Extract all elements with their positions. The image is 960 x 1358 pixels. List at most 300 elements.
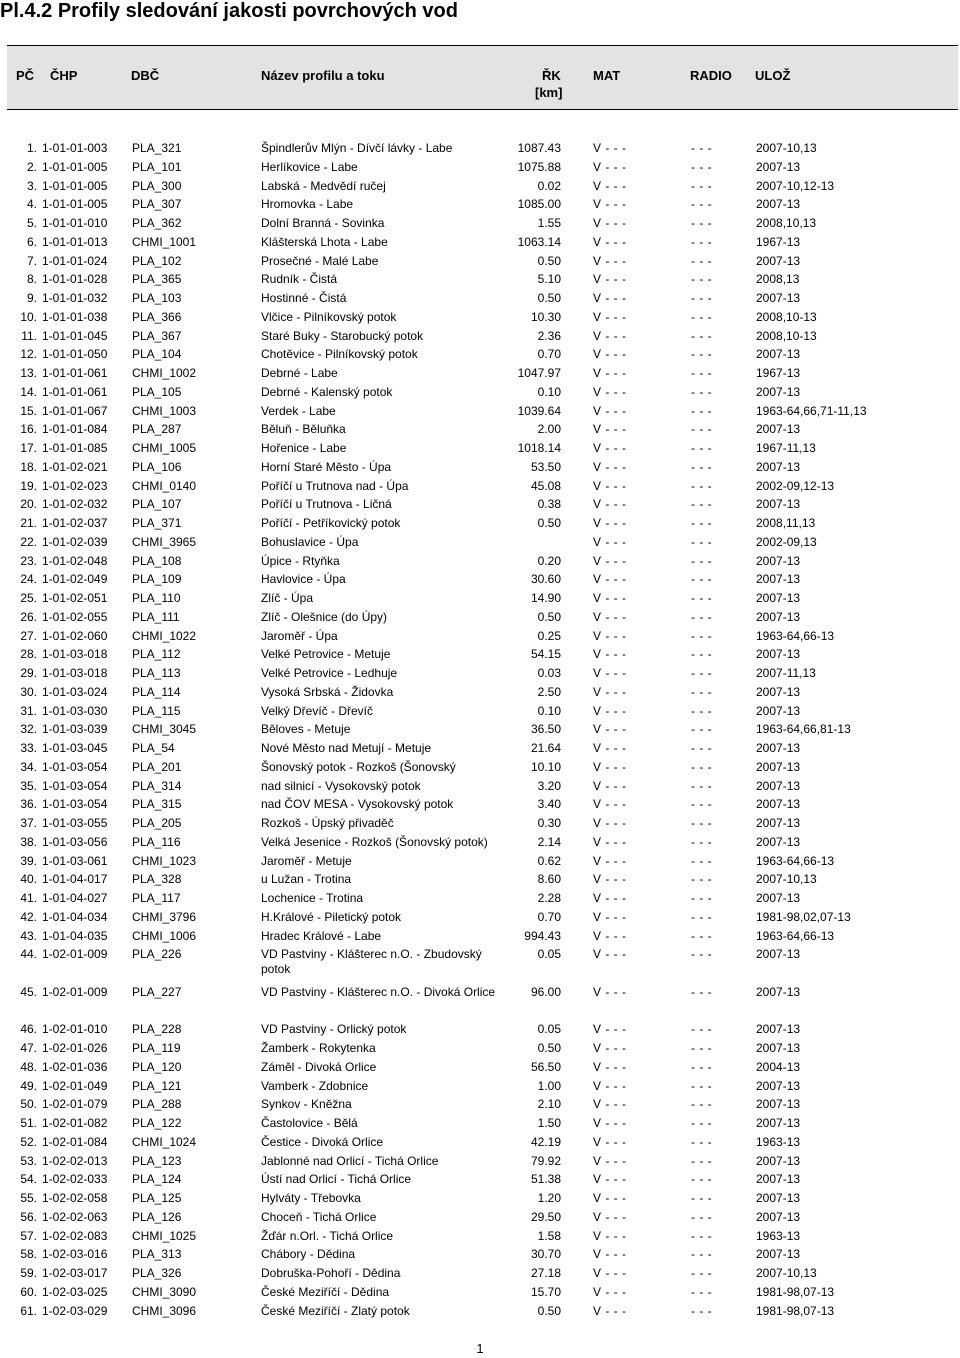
cell-profile-name: Synkov - Kněžna — [261, 1097, 352, 1112]
cell-mat: V - - - — [593, 722, 627, 737]
cell-profile-name: Velké Petrovice - Ledhuje — [261, 666, 398, 680]
cell-number: 26. — [20, 609, 37, 624]
cell-number: 55. — [20, 1191, 37, 1205]
cell-dbc: PLA_102 — [132, 253, 182, 268]
cell-number: 47. — [20, 1041, 37, 1055]
cell-number: 48. — [20, 1059, 37, 1074]
cell-number: 6. — [26, 234, 37, 249]
cell-profile-name: Velký Dřevíč - Dřevíč — [261, 703, 374, 718]
cell-rk: 3.40 — [537, 797, 561, 812]
cell-rk: 0.50 — [537, 516, 561, 530]
cell-radio: - - - — [691, 366, 713, 380]
cell-rk: 2.10 — [537, 1097, 561, 1112]
cell-mat: V - - - — [593, 1228, 627, 1243]
table-row — [0, 495, 960, 514]
cell-radio: - - - — [691, 928, 713, 943]
table-row — [0, 177, 960, 196]
cell-radio: - - - — [691, 328, 713, 343]
cell-radio: - - - — [691, 1191, 713, 1205]
header-dbc: DBČ — [131, 68, 160, 83]
cell-mat: V - - - — [593, 834, 627, 849]
cell-profile-name: Vlčice - Pilníkovský potok — [261, 309, 397, 324]
cell-mat: V - - - — [593, 534, 627, 549]
cell-uloz: 2007-13 — [756, 422, 801, 437]
table-row — [0, 1039, 960, 1058]
cell-number: 60. — [20, 1284, 37, 1299]
cell-rk: 30.70 — [530, 1247, 561, 1262]
cell-profile-name: Úpice - Rtyňka — [261, 553, 340, 568]
cell-dbc: PLA_107 — [132, 497, 182, 512]
cell-chp: 1-01-04-017 — [42, 872, 108, 887]
cell-rk: 42.19 — [530, 1134, 561, 1149]
cell-uloz: 2007-13 — [756, 647, 801, 662]
cell-number: 25. — [20, 591, 37, 605]
cell-uloz: 2007-13 — [756, 384, 801, 399]
cell-rk: 2.28 — [537, 891, 561, 905]
header-name: Název profilu a toku — [261, 68, 385, 83]
cell-chp: 1-01-02-032 — [42, 497, 108, 512]
cell-mat: V - - - — [593, 741, 627, 755]
cell-number: 59. — [20, 1266, 37, 1280]
cell-mat: V - - - — [593, 816, 627, 830]
cell-number: 31. — [20, 703, 37, 718]
cell-number: 32. — [20, 722, 37, 737]
cell-radio: - - - — [691, 759, 713, 774]
cell-dbc: PLA_112 — [132, 647, 181, 662]
cell-mat: V - - - — [593, 684, 627, 699]
cell-dbc: PLA_119 — [132, 1041, 181, 1055]
cell-uloz: 2007-13 — [756, 609, 801, 624]
cell-radio: - - - — [691, 347, 713, 362]
cell-radio: - - - — [691, 684, 713, 699]
cell-number: 9. — [26, 291, 37, 305]
cell-radio: - - - — [691, 1266, 713, 1280]
cell-chp: 1-01-02-021 — [42, 459, 108, 474]
cell-dbc: PLA_314 — [132, 778, 182, 793]
cell-rk: 1047.97 — [517, 366, 561, 380]
page-title: Pl.4.2 Profily sledování jakosti povrchových vod — [0, 0, 458, 22]
cell-number: 19. — [20, 478, 37, 493]
cell-chp: 1-02-03-029 — [42, 1303, 108, 1318]
cell-radio: - - - — [691, 703, 713, 718]
cell-dbc: PLA_205 — [132, 816, 182, 830]
cell-mat: V - - - — [593, 647, 627, 662]
cell-radio: - - - — [691, 253, 713, 268]
cell-number: 1. — [26, 141, 37, 155]
table-row — [0, 777, 960, 796]
cell-mat: V - - - — [593, 759, 627, 774]
cell-profile-name: Bohuslavice - Úpa — [261, 534, 359, 549]
cell-number: 41. — [20, 891, 37, 905]
table-row — [0, 589, 960, 608]
cell-radio: - - - — [691, 422, 713, 437]
cell-mat: V - - - — [593, 478, 627, 493]
cell-number: 40. — [20, 872, 37, 887]
cell-uloz: 2007-13 — [756, 1247, 801, 1262]
cell-uloz: 2007-13 — [756, 253, 801, 268]
cell-number: 4. — [26, 197, 37, 212]
cell-dbc: CHMI_1003 — [132, 403, 197, 418]
cell-radio: - - - — [691, 591, 713, 605]
cell-number: 33. — [20, 741, 37, 755]
cell-chp: 1-02-02-013 — [42, 1153, 108, 1168]
cell-chp: 1-01-01-050 — [42, 347, 108, 362]
cell-mat: V - - - — [593, 366, 627, 380]
cell-uloz: 2008,13 — [756, 272, 800, 287]
cell-dbc: PLA_116 — [132, 834, 181, 849]
cell-chp: 1-01-03-054 — [42, 778, 108, 793]
cell-number: 50. — [20, 1097, 37, 1112]
cell-radio: - - - — [691, 1247, 713, 1262]
cell-number: 12. — [20, 347, 37, 362]
cell-number: 22. — [20, 534, 37, 549]
cell-chp: 1-01-01-045 — [42, 328, 108, 343]
cell-chp: 1-01-03-056 — [42, 834, 108, 849]
cell-chp: 1-02-02-058 — [42, 1191, 108, 1205]
cell-radio: - - - — [691, 534, 713, 549]
cell-radio: - - - — [691, 197, 713, 212]
cell-uloz: 2007-13 — [756, 1041, 801, 1055]
table-row — [0, 983, 960, 1021]
cell-uloz: 2008,10,13 — [756, 216, 817, 230]
cell-radio: - - - — [691, 984, 713, 999]
cell-number: 2. — [26, 159, 37, 174]
cell-dbc: PLA_328 — [132, 872, 182, 887]
cell-rk: 0.70 — [537, 347, 561, 362]
cell-mat: V - - - — [593, 947, 627, 962]
cell-rk: 79.92 — [530, 1153, 561, 1168]
cell-radio: - - - — [691, 572, 713, 587]
cell-uloz: 2007-13 — [756, 834, 801, 849]
page-number: 1 — [476, 1341, 484, 1356]
cell-number: 54. — [20, 1172, 37, 1187]
cell-number: 15. — [20, 403, 37, 418]
cell-profile-name: Poříčí - Petříkovický potok — [261, 516, 401, 530]
cell-radio: - - - — [691, 1116, 713, 1130]
cell-profile-name: VD Pastviny - Orlický potok — [261, 1022, 407, 1037]
cell-rk: 96.00 — [530, 984, 561, 999]
cell-chp: 1-01-01-067 — [42, 403, 108, 418]
cell-mat: V - - - — [593, 666, 627, 680]
cell-mat: V - - - — [593, 459, 627, 474]
cell-number: 3. — [26, 178, 37, 193]
cell-profile-name: nad silnicí - Vysokovský potok — [261, 778, 421, 793]
cell-radio: - - - — [691, 403, 713, 418]
cell-profile-name: Staré Buky - Starobucký potok — [261, 328, 424, 343]
cell-rk: 14.90 — [530, 591, 561, 605]
cell-mat: V - - - — [593, 984, 627, 999]
cell-uloz: 2007-13 — [756, 703, 801, 718]
cell-dbc: PLA_125 — [132, 1191, 182, 1205]
cell-chp: 1-02-02-033 — [42, 1172, 108, 1187]
cell-profile-name: VD Pastviny - Klášterec n.O. - Zbudovský potok — [261, 947, 482, 977]
cell-dbc: PLA_110 — [132, 591, 181, 605]
cell-dbc: PLA_104 — [132, 347, 182, 362]
cell-number: 8. — [26, 272, 37, 287]
table-row — [0, 1208, 960, 1227]
cell-number: 57. — [20, 1228, 37, 1243]
cell-rk: 30.60 — [530, 572, 561, 587]
cell-number: 39. — [20, 853, 37, 868]
cell-chp: 1-01-01-085 — [42, 441, 108, 455]
cell-uloz: 1981-98,07-13 — [756, 1284, 835, 1299]
cell-rk: 1085.00 — [517, 197, 561, 212]
table-row — [0, 814, 960, 833]
cell-radio: - - - — [691, 1134, 713, 1149]
cell-mat: V - - - — [593, 853, 627, 868]
cell-rk: 0.20 — [537, 553, 561, 568]
cell-dbc: PLA_114 — [132, 684, 181, 699]
cell-mat: V - - - — [593, 1078, 627, 1093]
cell-dbc: PLA_105 — [132, 384, 182, 399]
cell-radio: - - - — [691, 891, 713, 905]
cell-dbc: CHMI_3045 — [132, 722, 197, 737]
table-row — [0, 345, 960, 364]
cell-rk: 56.50 — [530, 1059, 561, 1074]
cell-rk: 1039.64 — [517, 403, 561, 418]
table-body — [0, 139, 960, 1320]
cell-mat: V - - - — [593, 291, 627, 305]
cell-profile-name: nad ČOV MESA - Vysokovský potok — [261, 797, 454, 812]
cell-dbc: PLA_115 — [132, 703, 181, 718]
cell-rk: 0.50 — [537, 1303, 561, 1318]
table-row — [0, 908, 960, 927]
cell-rk: 3.20 — [537, 778, 561, 793]
cell-chp: 1-01-03-018 — [42, 647, 108, 662]
cell-profile-name: Klášterská Lhota - Labe — [261, 234, 388, 249]
cell-dbc: PLA_227 — [132, 984, 182, 999]
cell-uloz: 2007-13 — [756, 1078, 801, 1093]
cell-uloz: 2007-13 — [756, 1116, 801, 1130]
cell-number: 20. — [20, 497, 37, 512]
cell-radio: - - - — [691, 516, 713, 530]
cell-profile-name: Špindlerův Mlýn - Dívčí lávky - Labe — [261, 141, 453, 155]
cell-rk: 1075.88 — [517, 159, 561, 174]
cell-dbc: PLA_103 — [132, 291, 182, 305]
cell-dbc: PLA_122 — [132, 1116, 182, 1130]
cell-mat: V - - - — [593, 253, 627, 268]
cell-chp: 1-01-03-018 — [42, 666, 108, 680]
cell-number: 52. — [20, 1134, 37, 1149]
cell-chp: 1-01-02-049 — [42, 572, 108, 587]
cell-profile-name: Záměl - Divoká Orlice — [261, 1059, 377, 1074]
table-row — [0, 1114, 960, 1133]
table-row — [0, 608, 960, 627]
cell-rk: 0.03 — [537, 666, 561, 680]
cell-uloz: 2008,11,13 — [756, 516, 816, 530]
cell-profile-name: Rozkoš - Úpský přivaděč — [261, 816, 394, 830]
cell-uloz: 1963-64,66,81-13 — [756, 722, 851, 737]
table-row — [0, 664, 960, 683]
cell-chp: 1-01-02-055 — [42, 609, 108, 624]
cell-uloz: 1963-64,66-13 — [756, 853, 835, 868]
cell-chp: 1-01-01-061 — [42, 366, 108, 380]
table-row — [0, 477, 960, 496]
cell-uloz: 2007-13 — [756, 291, 801, 305]
cell-uloz: 2008,10-13 — [756, 328, 817, 343]
cell-chp: 1-01-04-034 — [42, 909, 108, 924]
cell-rk: 0.70 — [537, 909, 561, 924]
cell-number: 7. — [26, 253, 37, 268]
cell-chp: 1-01-04-035 — [42, 928, 108, 943]
cell-uloz: 1963-13 — [756, 1228, 801, 1243]
cell-radio: - - - — [691, 234, 713, 249]
cell-profile-name: Debrné - Kalenský potok — [261, 384, 393, 399]
table-row — [0, 1152, 960, 1171]
cell-mat: V - - - — [593, 497, 627, 512]
cell-uloz: 2007-13 — [756, 553, 801, 568]
cell-dbc: CHMI_1001 — [132, 234, 197, 249]
cell-rk: 0.38 — [537, 497, 561, 512]
cell-uloz: 2007-13 — [756, 1097, 801, 1112]
table-row — [0, 420, 960, 439]
cell-dbc: PLA_121 — [132, 1078, 182, 1093]
cell-dbc: PLA_326 — [132, 1266, 182, 1280]
cell-radio: - - - — [691, 1228, 713, 1243]
cell-radio: - - - — [691, 1022, 713, 1037]
cell-radio: - - - — [691, 441, 713, 455]
cell-radio: - - - — [691, 816, 713, 830]
cell-radio: - - - — [691, 1041, 713, 1055]
cell-dbc: CHMI_0140 — [132, 478, 197, 493]
cell-radio: - - - — [691, 141, 713, 155]
cell-radio: - - - — [691, 722, 713, 737]
cell-uloz: 2007-13 — [756, 497, 801, 512]
cell-chp: 1-01-01-005 — [42, 178, 108, 193]
cell-dbc: PLA_365 — [132, 272, 182, 287]
cell-number: 18. — [20, 459, 37, 474]
cell-mat: V - - - — [593, 1041, 627, 1055]
table-row — [0, 870, 960, 889]
cell-dbc: PLA_228 — [132, 1022, 182, 1037]
cell-number: 43. — [20, 928, 37, 943]
table-row — [0, 702, 960, 721]
table-row — [0, 739, 960, 758]
cell-mat: V - - - — [593, 591, 627, 605]
cell-rk: 10.30 — [530, 309, 561, 324]
cell-chp: 1-02-03-017 — [42, 1266, 108, 1280]
cell-profile-name: Jaroměř - Metuje — [261, 853, 352, 868]
cell-mat: V - - - — [593, 1116, 627, 1130]
cell-radio: - - - — [691, 159, 713, 174]
cell-uloz: 1981-98,07-13 — [756, 1303, 835, 1318]
cell-uloz: 1963-64,66,71-11,13 — [756, 403, 867, 418]
cell-rk: 0.30 — [537, 816, 561, 830]
cell-uloz: 2007-13 — [756, 347, 801, 362]
cell-number: 27. — [20, 628, 37, 643]
cell-number: 30. — [20, 684, 37, 699]
cell-mat: V - - - — [593, 328, 627, 343]
cell-profile-name: Prosečné - Malé Labe — [261, 253, 379, 268]
cell-dbc: CHMI_1002 — [132, 366, 197, 380]
header-rk: ŘK — [542, 68, 561, 83]
cell-rk: 2.14 — [537, 834, 561, 849]
cell-chp: 1-01-03-055 — [42, 816, 108, 830]
cell-dbc: PLA_287 — [132, 422, 182, 437]
cell-profile-name: Zlíč - Olešnice (do Úpy) — [261, 609, 388, 624]
cell-rk: 2.36 — [537, 328, 561, 343]
table-row — [0, 1133, 960, 1152]
cell-chp: 1-01-01-028 — [42, 272, 108, 287]
cell-uloz: 2007-13 — [756, 816, 801, 830]
cell-chp: 1-01-03-054 — [42, 797, 108, 812]
table-row — [0, 158, 960, 177]
cell-profile-name: VD Pastviny - Klášterec n.O. - Divoká Orlice — [261, 984, 496, 999]
cell-chp: 1-02-01-009 — [42, 947, 108, 962]
cell-dbc: CHMI_3096 — [132, 1303, 197, 1318]
cell-chp: 1-01-02-048 — [42, 553, 108, 568]
cell-mat: V - - - — [593, 309, 627, 324]
table-row — [0, 533, 960, 552]
cell-uloz: 2007-13 — [756, 891, 801, 905]
cell-uloz: 2007-10,13 — [756, 141, 817, 155]
cell-chp: 1-01-01-024 — [42, 253, 108, 268]
cell-profile-name: Ústí nad Orlicí - Tichá Orlice — [261, 1172, 412, 1187]
cell-dbc: CHMI_1005 — [132, 441, 197, 455]
cell-uloz: 2007-13 — [756, 159, 801, 174]
cell-chp: 1-01-01-032 — [42, 291, 108, 305]
cell-profile-name: Debrné - Labe — [261, 366, 338, 380]
cell-chp: 1-02-01-036 — [42, 1059, 108, 1074]
table-row — [0, 139, 960, 158]
cell-rk: 0.02 — [537, 178, 561, 193]
cell-number: 42. — [20, 909, 37, 924]
cell-dbc: PLA_288 — [132, 1097, 182, 1112]
cell-profile-name: Čestice - Divoká Orlice — [261, 1134, 384, 1149]
cell-rk: 0.10 — [537, 703, 561, 718]
cell-chp: 1-01-04-027 — [42, 891, 108, 905]
cell-dbc: PLA_313 — [132, 1247, 182, 1262]
cell-chp: 1-02-03-016 — [42, 1247, 108, 1262]
cell-mat: V - - - — [593, 1266, 627, 1280]
cell-profile-name: Velké Petrovice - Metuje — [261, 647, 391, 662]
cell-number: 37. — [20, 816, 37, 830]
cell-dbc: CHMI_3796 — [132, 909, 197, 924]
cell-profile-name: Hostinné - Čistá — [261, 291, 347, 305]
cell-chp: 1-01-01-084 — [42, 422, 108, 437]
table-row — [0, 514, 960, 533]
cell-mat: V - - - — [593, 384, 627, 399]
cell-chp: 1-01-02-037 — [42, 516, 108, 530]
cell-chp: 1-01-01-010 — [42, 216, 108, 230]
cell-rk: 21.64 — [530, 741, 561, 755]
cell-radio: - - - — [691, 1097, 713, 1112]
table-row — [0, 1283, 960, 1302]
table-row — [0, 1095, 960, 1114]
cell-radio: - - - — [691, 778, 713, 793]
cell-number: 28. — [20, 647, 37, 662]
cell-chp: 1-01-03-054 — [42, 759, 108, 774]
cell-mat: V - - - — [593, 197, 627, 212]
cell-profile-name: Vamberk - Zdobnice — [261, 1078, 369, 1093]
cell-mat: V - - - — [593, 1059, 627, 1074]
cell-mat: V - - - — [593, 234, 627, 249]
cell-dbc: PLA_367 — [132, 328, 182, 343]
cell-uloz: 2007-13 — [756, 1209, 801, 1224]
cell-chp: 1-01-01-013 — [42, 234, 108, 249]
cell-mat: V - - - — [593, 403, 627, 418]
cell-mat: V - - - — [593, 141, 627, 155]
table-row — [0, 195, 960, 214]
cell-mat: V - - - — [593, 178, 627, 193]
cell-profile-name: Lochenice - Trotina — [261, 891, 364, 905]
cell-radio: - - - — [691, 797, 713, 812]
table-row — [0, 233, 960, 252]
cell-uloz: 2007-13 — [756, 684, 801, 699]
cell-radio: - - - — [691, 628, 713, 643]
cell-mat: V - - - — [593, 703, 627, 718]
cell-rk: 53.50 — [530, 459, 561, 474]
